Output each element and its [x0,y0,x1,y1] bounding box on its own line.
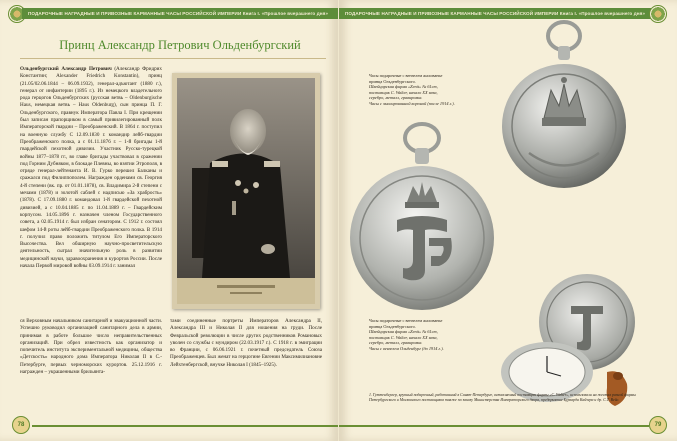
page-title: Принц Александр Петрович Ольденбургский [59,38,301,52]
caption-line: Часы подарочные с вензелем жалованье [369,318,443,323]
footnote: 1. Гуттенбергер, крупный подарочный, работавший в Санкт-Петербурге, вставляемый поставщик фирмы «С. Walter», использовали на жестах разной фирмы Петербургского и Московского поставщиков также по заказу Министерства Императорского двора, предприятие Бурхарда Кайзера и др. С.Т. Вейс. [369,393,636,402]
pocket-watch-crown-lid [499,18,629,198]
biography-name: Ольденбургский Александр Петрович [20,66,112,72]
caption-detail: Часы с эмалированной короной (после 1914 г.). [369,100,455,106]
caption-line: принца Ольденбургского. [369,78,416,84]
caption-detail: серебро, металл, гравировка. [369,340,423,346]
running-header: ПОДАРОЧНЫЕ НАГРАДНЫЕ И ПРИВОЗНЫЕ КАРМАННЫЕ ЧАСЫ РОССИЙСКОЙ ИМПЕРИИ Книга I. «Прошлое вчерашнего дня» [22,8,338,19]
biography-continued: ся Верховным начальником санитарной и эвакуационной части. Успешно руководил организацией санитарного дела в армии, принимая в работе большое число неправительственных организаций. При обрел известность как организатор и попечитель института экспериментальной медицины, общества «Детскость» народного дома Императора Николая II в С.-Петербурге, первых черноморских курортов. 25.12.1916 г. награжден – украшенными брильянта- [20,318,162,376]
caption-detail: Швейцарская фирма «Zenit» № 61ст, [369,84,438,90]
caption-line: принца Ольденбургского. [369,323,416,329]
footer-rule [32,425,338,427]
watch-caption-1 [369,73,473,107]
page-number: 78 [12,416,30,434]
caption-detail: поставщик С. Walter, начало XX века, [369,334,438,340]
caption-detail: поставщик С. Walter, начало XX века, [369,89,438,95]
watch-caption-2 [369,318,473,352]
caption-detail: Швейцарская фирма «Zenit» № 61ст, [369,329,438,335]
caption-line: Часы подарочные с вензелем жалованье [369,73,443,78]
left-page [0,0,338,441]
pocket-watch-open-dial [487,272,647,412]
portrait-photo [172,73,320,309]
running-header: ПОДАРОЧНЫЕ НАГРАДНЫЕ И ПРИВОЗНЫЕ КАРМАННЫЕ ЧАСЫ РОССИЙСКОЙ ИМПЕРИИ Книга I. «Прошлое вчерашнего дня» [339,8,651,19]
biography-text [20,66,162,270]
title-divider [20,58,326,59]
portrait-image [172,73,320,309]
footer-rule [339,425,649,427]
pocket-watch-monogram-lid [347,120,497,320]
biography-second-column: тами соединенные портреты Императоров Александра II, Александра III и Николая II для ношения на груди. После Февральской революции в числе других родственников Романовых уволен со службы с мундиром (22.03.1917 г.). С 1918 г. в эмиграции во Франции, с 06.06.1921 г. почетный председатель Союза Преображенцев. Был женат на герцогине Евгении Максимилиановне Лейхтенбергской, внучке Николая I (1845–1925). [170,318,322,368]
caption-detail: Часы с вензелем Ольденбург (до 1914 г.). [369,345,444,351]
biography-body: (Александр Фридрих Константин; Alexander Friedrich Konstantin), принц (21.05/02.06.1844 – 06.09.1932), генерал-адъютант (1880 г.), генерал от инфантерии (1895 г.). Из немецкого владетельного рода герцогов Ольденбургских (русская ветвь – Oldenburgische Haus, немецкая ветвь – Haus Oldenburg), сын принца П. Г. Ольденбургского, правнук Императора Павла I. При крещении был записан прапорщиком в самый привилегированный полк Императорской гвардии – Преображенский. В 1864 г. поступил на военную службу С 12.09.1830 г. командир лейб-гвардии Преображенского полка, а с 01.11.1876 г. – 1-й бригады 1-й гвардейской пехотной дивизии. Участник Русско-турецкой войны 1877–1878 гг., во главе бригады участвовал в сражении под Горним Дубняком, в блокаде Плевны, во взятии Этрополя, в отряде генерал-лейтенанта И. В. Гурко перешел Балканы и сражался под Филиппополем. Награжден орденами св. Георгия 4-й степени (вк. пр. от 01.01.1878), св. Владимира 2-й степени с мечами (1878) и золотой саблей с надписью «За храбрость» (1878). С 17.09.1880 г. командовал 1-й гвардейской пехотной дивизией, а с 10.04.1885 г. по 11.04.1889 г. – Гвардейским корпусом. 14.05.1896 г. назначен членом Государственного совета, а 02.05.1914 г. был избран сенатором. С 1912 г. состоял шефом 14-й роты лейб-гвардии Преображенского полка. В 1914 г. получил право положить титулом Его Императорского Высочества. Вел обширную научно-просветительскую деятельность, сыграл значительную роль в развитии медицинской науки, здравоохранения и курортов России. После начала Первой мировой войны 03.09.1914 г. занимал [20,66,162,270]
header-ornament-icon [649,5,667,23]
right-page [339,0,677,441]
caption-detail: серебро, металл, гравировка. [369,95,423,101]
page-number: 79 [649,416,667,434]
